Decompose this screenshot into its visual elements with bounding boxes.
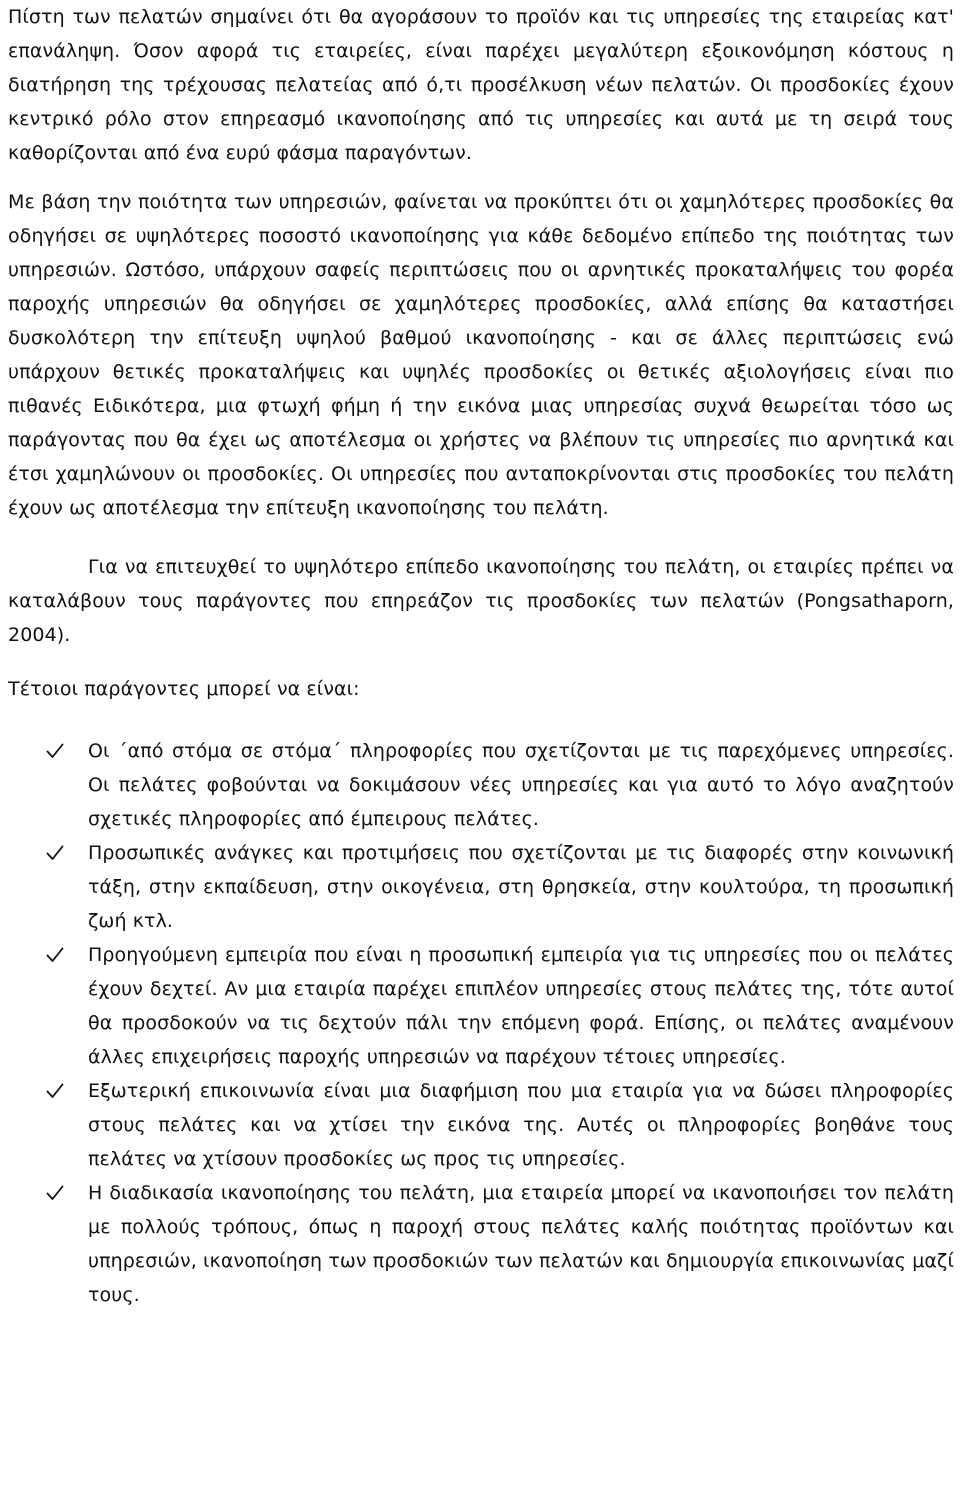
list-item [8,734,954,836]
checkmark-icon [46,743,64,759]
list-item-text: Εξωτερική επικοινωνία είναι μια διαφήμιση που μια εταιρία για να δώσει πληροφορίες στους πελάτες και να χτίσει την εικόνα της. Αυτές οι πληροφορίες βοηθάνε τους πελάτες να χτίσουν προσδοκίες ως προς τις υπηρεσίες. [88,1080,954,1170]
paragraph-factors-intro: Τέτοιοι παράγοντες μπορεί να είναι: [8,678,360,700]
list-item [8,938,954,1074]
list-item [8,1074,954,1176]
factors-checklist [8,734,954,1312]
document-page [8,0,954,1312]
list-item-text: Προηγούμενη εμπειρία που είναι η προσωπική εμπειρία για τις υπηρεσίες που οι πελάτες έχουν δεχτεί. Αν μια εταιρία παρέχει επιπλέον υπηρεσίες στους πελάτες της, τότε αυτοί θα προσδοκούν να τις δεχτούν πάλι την επόμενη φορά. Επίσης, οι πελάτες αναμένουν άλλες επιχειρήσεις παροχής υπηρεσιών να παρέχουν τέτοιες υπηρεσίες. [88,944,954,1068]
paragraph-service-quality: Με βάση την ποιότητα των υπηρεσιών, φαίνεται να προκύπτει ότι οι χαμηλότερες προσδοκίες θα οδηγήσει σε υψηλότερες ποσοστό ικανοποίησης για κάθε δεδομένο επίπεδο της ποιότητας των υπηρεσιών. Ωστόσο, υπάρχουν σαφείς περιπτώσεις που οι αρνητικές προκαταλήψεις του φορέα παροχής υπηρεσιών θα οδηγήσει σε χαμηλότερες προσδοκίες, αλλά επίσης θα καταστήσει δυσκολότερη την επίτευξη υψηλού βαθμού ικανοποίησης - και σε άλλες περιπτώσεις ενώ υπάρχουν θετικές προκαταλήψεις και υψηλές προσδοκίες οι θετικές αξιολογήσεις είναι πιο πιθανές Ειδικότερα, μια φτωχή φήμη ή την εικόνα μιας υπηρεσίας συχνά θεωρείται τόσο ως παράγοντας που θα έχει ως αποτέλεσμα οι χρήστες να βλέπουν τις υπηρεσίες πιο αρνητικά και έτσι χαμηλώνουν οι προσδοκίες. Οι υπηρεσίες που ανταποκρίνονται στις προσδοκίες του πελάτη έχουν ως αποτέλεσμα την επίτευξη ικανοποίησης του πελάτη. [8,191,954,519]
paragraph-customer-loyalty: Πίστη των πελατών σημαίνει ότι θα αγοράσουν το προϊόν και τις υπηρεσίες της εταιρείας κατ' επανάληψη. Όσον αφορά τις εταιρείες, είναι παρέχει μεγαλύτερη εξοικονόμηση κόστους η διατήρηση της τρέχουσας πελατείας από ό,τι προσέλκυση νέων πελατών. Οι προσδοκίες έχουν κεντρικό ρόλο στον επηρεασμό ικανοποίησης από τις υπηρεσίες και αυτά με τη σειρά τους καθορίζονται από ένα ευρύ φάσμα παραγόντων. [8,6,954,164]
list-item [8,836,954,938]
list-item [8,1176,954,1312]
list-item-text: Προσωπικές ανάγκες και προτιμήσεις που σχετίζονται με τις διαφορές στην κοινωνική τάξη, στην εκπαίδευση, στην οικογένεια, στη θρησκεία, στην κουλτούρα, τη προσωπική ζωή κτλ. [88,842,954,932]
checkmark-icon [46,1083,64,1099]
paragraph-satisfaction-factors: Για να επιτευχθεί το υψηλότερο επίπεδο ικανοποίησης του πελάτη, οι εταιρίες πρέπει να καταλάβουν τους παράγοντες που επηρεάζον τις προσδοκίες των πελατών (Pongsathaporn, 2004). [8,556,954,646]
checkmark-icon [46,845,64,861]
checkmark-icon [46,947,64,963]
list-item-text: Οι ΄από στόμα σε στόμα΄ πληροφορίες που σχετίζονται με τις παρεχόμενες υπηρεσίες. Οι πελάτες φοβούνται να δοκιμάσουν νέες υπηρεσίες και για αυτό το λόγο αναζητούν σχετικές πληροφορίες από έμπειρους πελάτες. [88,740,954,830]
list-item-text: Η διαδικασία ικανοποίησης του πελάτη, μια εταιρεία μπορεί να ικανοποιήσει τον πελάτη με πολλούς τρόπους, όπως η παροχή στους πελάτες καλής ποιότητας προϊόντων και υπηρεσιών, ικανοποίηση των προσδοκιών των πελατών και δημιουργία επικοινωνίας μαζί τους. [88,1182,954,1306]
checkmark-icon [46,1185,64,1201]
